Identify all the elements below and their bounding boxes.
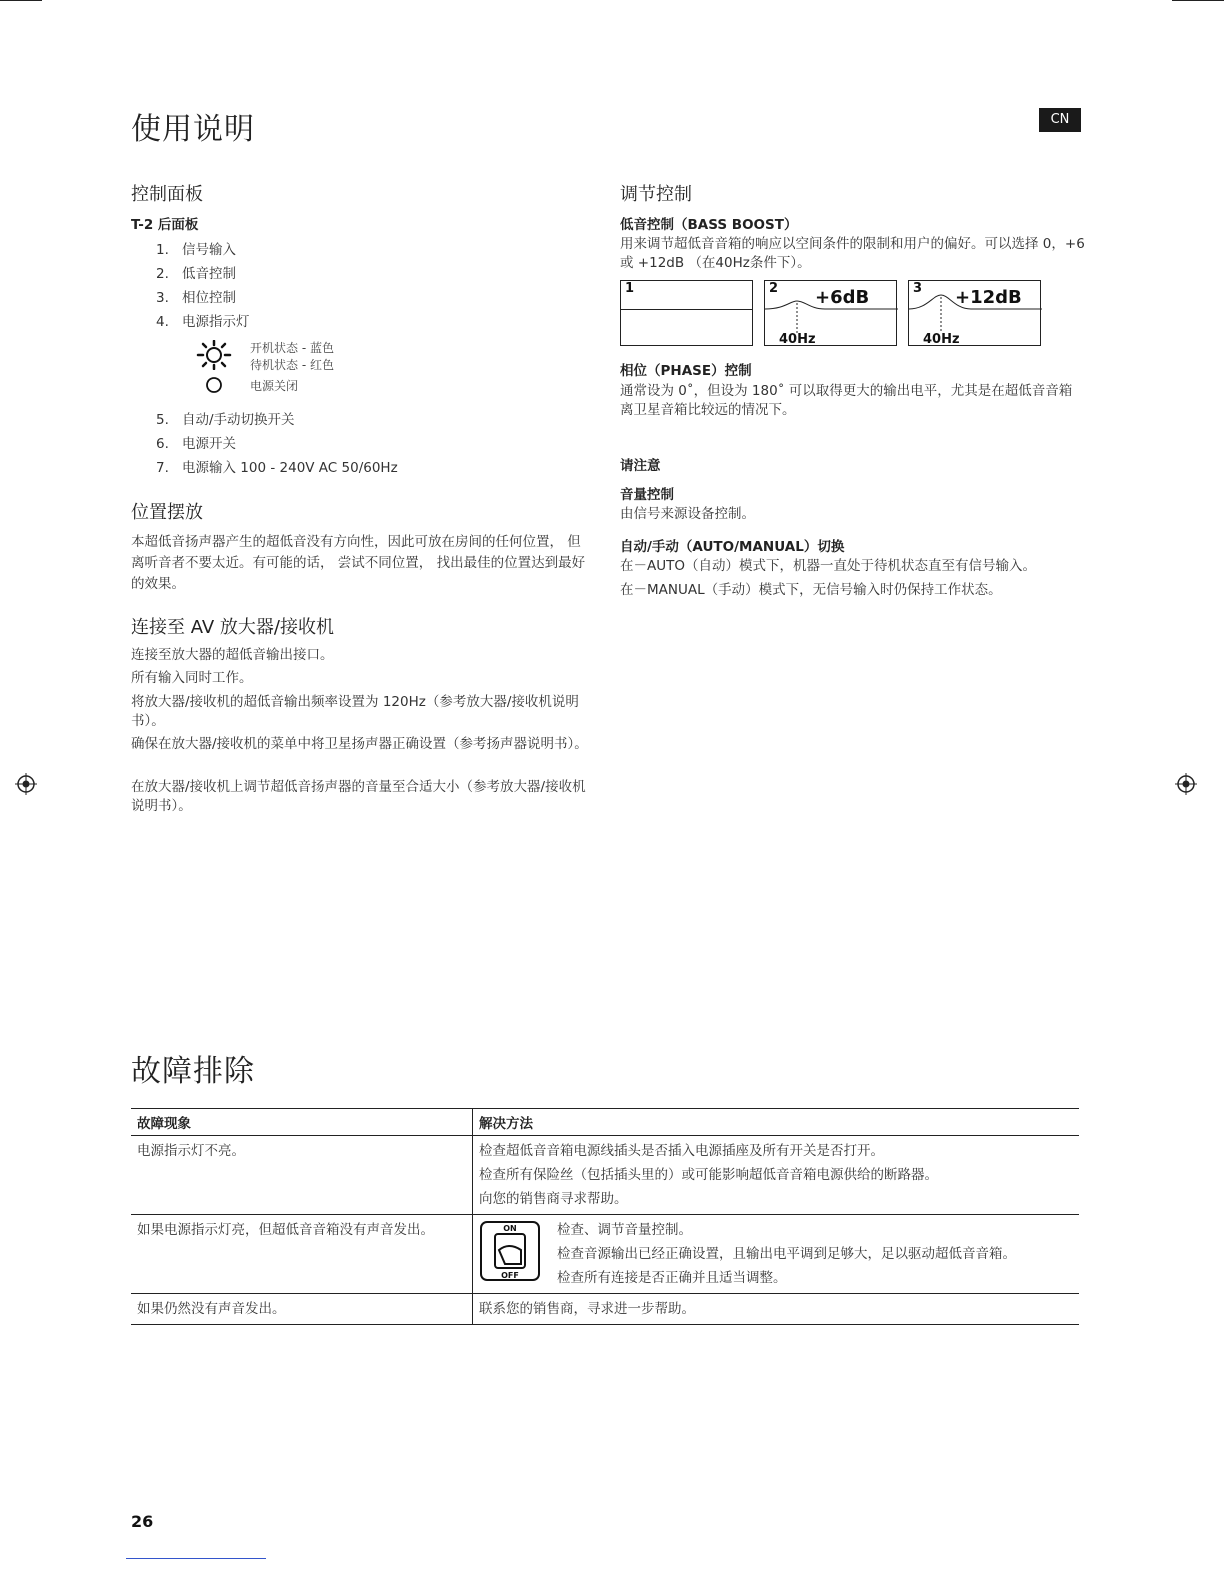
bass-boost-heading: 低音控制（BASS BOOST）	[620, 217, 798, 233]
boost-box-2: 2 +6dB 40Hz	[764, 280, 897, 346]
manual-mode-text: 在－MANUAL（手动）模式下，无信号输入时仍保持工作状态。	[620, 582, 1002, 598]
power-switch-icon	[479, 1220, 541, 1282]
boost-box-1: 1	[620, 280, 753, 346]
registration-mark-right-icon	[1175, 773, 1197, 795]
panel-list-a	[156, 238, 250, 334]
table-row	[131, 1294, 1079, 1325]
solution-cell: 联系您的销售商，寻求进一步帮助。	[473, 1294, 1080, 1325]
solution-cell: 检查超低音音箱电源线插头是否插入电源插座及所有开关是否打开。 检查所有保险丝（包括插头里的）或可能影响超低音音箱电源供给的断路器。 向您的销售商寻求帮助。	[473, 1136, 1080, 1215]
language-badge: CN	[1039, 108, 1081, 132]
boost-box-3: 3 +12dB 40Hz	[908, 280, 1041, 346]
connect-heading: 连接至 AV 放大器/接收机	[131, 617, 334, 638]
placement-heading: 位置摆放	[131, 502, 203, 523]
table-row	[131, 1136, 1079, 1215]
led-on-label: 开机状态 - 蓝色	[250, 341, 334, 355]
svg-text:ON: ON	[503, 1224, 517, 1233]
connect-para-2: 所有输入同时工作。	[131, 670, 253, 686]
phase-heading: 相位（PHASE）控制	[620, 363, 752, 379]
connect-para-4: 确保在放大器/接收机的菜单中将卫星扬声器正确设置（参考扬声器说明书）。	[131, 736, 588, 752]
symptom-cell: 如果电源指示灯亮，但超低音音箱没有声音发出。	[131, 1215, 473, 1294]
crop-mark-top-left	[0, 0, 42, 1]
solution-cell: ON OFF 检查、调节音量控制。 检查音源输出已经正确设置，且输出电平调到足够大，足以驱动超低音音箱。 检查所有连接是否正确并且适当调整。	[473, 1215, 1080, 1294]
list-item: 6. 电源开关	[156, 436, 236, 452]
symptom-cell: 电源指示灯不亮。	[131, 1136, 473, 1215]
volume-text: 由信号来源设备控制。	[620, 506, 755, 522]
solution-column-header: 解决方法	[473, 1109, 1080, 1136]
list-item: 2. 低音控制	[156, 266, 236, 282]
table-row	[131, 1215, 1079, 1294]
placement-text: 本超低音扬声器产生的超低音没有方向性，因此可放在房间的任何位置， 但离听音者不要太近。有可能的话， 尝试不同位置， 找出最佳的位置达到最好的效果。	[131, 534, 586, 592]
connect-para-5: 在放大器/接收机上调节超低音扬声器的音量至合适大小（参考放大器/接收机说明书）。	[131, 779, 586, 814]
note-heading: 请注意	[620, 458, 661, 474]
table-header-row	[131, 1109, 1079, 1136]
panel-list-b	[156, 408, 398, 480]
troubleshooting-title: 故障排除	[131, 1054, 255, 1089]
troubleshooting-table	[131, 1108, 1079, 1325]
list-item: 7. 电源输入 100 - 240V AC 50/60Hz	[156, 460, 398, 476]
led-off-label: 电源关闭	[250, 379, 299, 393]
symptom-cell: 如果仍然没有声音发出。	[131, 1294, 473, 1325]
registration-mark-left-icon	[15, 773, 37, 795]
svg-text:OFF: OFF	[501, 1271, 519, 1280]
list-item: 1. 信号输入	[156, 242, 236, 258]
rear-panel-subheading: T-2 后面板	[131, 217, 199, 233]
bottom-rule	[126, 1558, 266, 1559]
adjust-heading: 调节控制	[620, 184, 692, 205]
list-item: 4. 电源指示灯	[156, 314, 250, 330]
led-standby-label: 待机状态 - 红色	[250, 358, 334, 372]
crop-mark-top-right	[1172, 0, 1224, 1]
auto-mode-text: 在－AUTO（自动）模式下，机器一直处于待机状态直至有信号输入。	[620, 558, 1036, 574]
list-item: 5. 自动/手动切换开关	[156, 412, 295, 428]
list-item: 3. 相位控制	[156, 290, 236, 306]
volume-heading: 音量控制	[620, 487, 674, 503]
control-panel-heading: 控制面板	[131, 184, 203, 205]
symptom-column-header: 故障现象	[131, 1109, 473, 1136]
bass-boost-text: 用来调节超低音音箱的响应以空间条件的限制和用户的偏好。可以选择 0，+6 或 +12dB （在40Hz条件下）。	[620, 236, 1085, 271]
page-title: 使用说明	[131, 112, 255, 147]
led-lit-icon	[196, 340, 232, 370]
auto-manual-heading: 自动/手动（AUTO/MANUAL）切换	[620, 539, 845, 555]
led-off-icon	[205, 376, 223, 394]
boost-curve-flat	[621, 309, 752, 310]
connect-para-1: 连接至放大器的超低音输出接口。	[131, 647, 334, 663]
page-number: 26	[131, 1512, 154, 1531]
connect-para-3: 将放大器/接收机的超低音输出频率设置为 120Hz（参考放大器/接收机说明书）。	[131, 694, 579, 729]
phase-text: 通常设为 0˚，但设为 180˚ 可以取得更大的输出电平，尤其是在超低音音箱离卫星音箱比较远的情况下。	[620, 383, 1073, 418]
